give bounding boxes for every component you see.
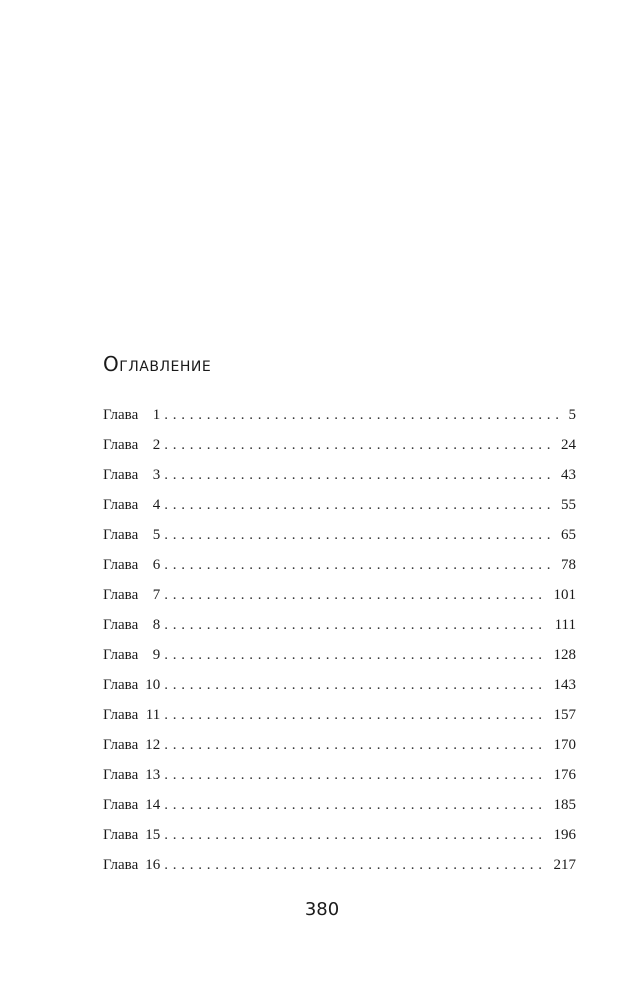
page-number: 380 bbox=[304, 899, 340, 920]
toc-entry-page: 185 bbox=[553, 797, 576, 813]
toc-entry-label: Глава bbox=[103, 827, 139, 843]
toc-entry-14 bbox=[103, 797, 576, 827]
toc-entry-label: Глава bbox=[103, 647, 139, 663]
toc-entry-number: 11 bbox=[145, 707, 161, 723]
toc-entry-page: 55 bbox=[561, 497, 576, 513]
toc-leader-dots bbox=[164, 767, 545, 784]
toc-entry-label: Глава bbox=[103, 587, 139, 603]
toc-entry-number: 4 bbox=[152, 497, 161, 513]
toc-entry-number: 2 bbox=[152, 437, 161, 453]
toc-entry-label: Глава bbox=[103, 857, 139, 873]
toc-entry-label: Глава bbox=[103, 617, 139, 633]
toc-entry-page: 65 bbox=[561, 527, 576, 543]
toc-entry-label: Глава bbox=[103, 797, 139, 813]
toc-entry-number: 16 bbox=[145, 857, 161, 873]
toc-entry-8 bbox=[103, 617, 576, 647]
toc-leader-dots bbox=[164, 467, 553, 484]
toc-leader-dots bbox=[164, 527, 553, 544]
toc-entry-6 bbox=[103, 557, 576, 587]
toc-entry-label: Глава bbox=[103, 677, 139, 693]
toc-entry-number: 12 bbox=[145, 737, 161, 753]
toc-leader-dots bbox=[164, 557, 553, 574]
toc-leader-dots bbox=[164, 797, 545, 814]
toc-entry-page: 128 bbox=[553, 647, 576, 663]
toc-entry-2 bbox=[103, 437, 576, 467]
toc-entry-number: 3 bbox=[152, 467, 161, 483]
toc-entry-label: Глава bbox=[103, 467, 139, 483]
toc-entry-page: 176 bbox=[553, 767, 576, 783]
toc-entry-label: Глава bbox=[103, 767, 139, 783]
toc-entry-label: Глава bbox=[103, 707, 139, 723]
toc-entry-label: Глава bbox=[103, 557, 139, 573]
toc-entry-label: Глава bbox=[103, 407, 139, 423]
toc-entry-page: 24 bbox=[561, 437, 576, 453]
toc-entry-page: 5 bbox=[568, 407, 576, 423]
toc-leader-dots bbox=[164, 407, 560, 424]
toc-leader-dots bbox=[164, 857, 545, 874]
toc-entry-10 bbox=[103, 677, 576, 707]
toc-entry-label: Глава bbox=[103, 497, 139, 513]
toc-entry-number: 10 bbox=[145, 677, 161, 693]
toc-entry-label: Глава bbox=[103, 527, 139, 543]
toc-entry-7 bbox=[103, 587, 576, 617]
toc-entry-page: 143 bbox=[553, 677, 576, 693]
toc-entry-number: 1 bbox=[152, 407, 161, 423]
toc-entry-number: 8 bbox=[152, 617, 161, 633]
toc-entry-label: Глава bbox=[103, 737, 139, 753]
toc-entry-page: 101 bbox=[553, 587, 576, 603]
toc-entry-number: 5 bbox=[152, 527, 161, 543]
toc-entry-label: Глава bbox=[103, 437, 139, 453]
toc-leader-dots bbox=[164, 737, 545, 754]
toc-list bbox=[103, 407, 576, 887]
toc-entry-page: 170 bbox=[553, 737, 576, 753]
toc-leader-dots bbox=[164, 707, 545, 724]
toc-entry-number: 13 bbox=[145, 767, 161, 783]
toc-entry-page: 217 bbox=[553, 857, 576, 873]
toc-entry-3 bbox=[103, 467, 576, 497]
toc-entry-number: 15 bbox=[145, 827, 161, 843]
toc-entry-16 bbox=[103, 857, 576, 887]
toc-entry-11 bbox=[103, 707, 576, 737]
toc-entry-number: 9 bbox=[152, 647, 161, 663]
toc-entry-13 bbox=[103, 767, 576, 797]
toc-entry-9 bbox=[103, 647, 576, 677]
toc-entry-1 bbox=[103, 407, 576, 437]
toc-entry-page: 43 bbox=[561, 467, 576, 483]
toc-entry-12 bbox=[103, 737, 576, 767]
toc-leader-dots bbox=[164, 437, 553, 454]
toc-title: Оглавление bbox=[103, 352, 212, 376]
toc-entry-15 bbox=[103, 827, 576, 857]
toc-leader-dots bbox=[164, 647, 545, 664]
toc-entry-page: 78 bbox=[561, 557, 576, 573]
toc-entry-page: 157 bbox=[553, 707, 576, 723]
toc-leader-dots bbox=[164, 617, 546, 634]
toc-entry-page: 196 bbox=[553, 827, 576, 843]
toc-entry-number: 7 bbox=[152, 587, 161, 603]
toc-entry-number: 6 bbox=[152, 557, 161, 573]
toc-entry-4 bbox=[103, 497, 576, 527]
toc-leader-dots bbox=[164, 497, 553, 514]
toc-leader-dots bbox=[164, 587, 545, 604]
toc-leader-dots bbox=[164, 827, 545, 844]
toc-entry-page: 111 bbox=[554, 617, 576, 633]
toc-entry-5 bbox=[103, 527, 576, 557]
toc-entry-number: 14 bbox=[145, 797, 161, 813]
toc-leader-dots bbox=[164, 677, 545, 694]
